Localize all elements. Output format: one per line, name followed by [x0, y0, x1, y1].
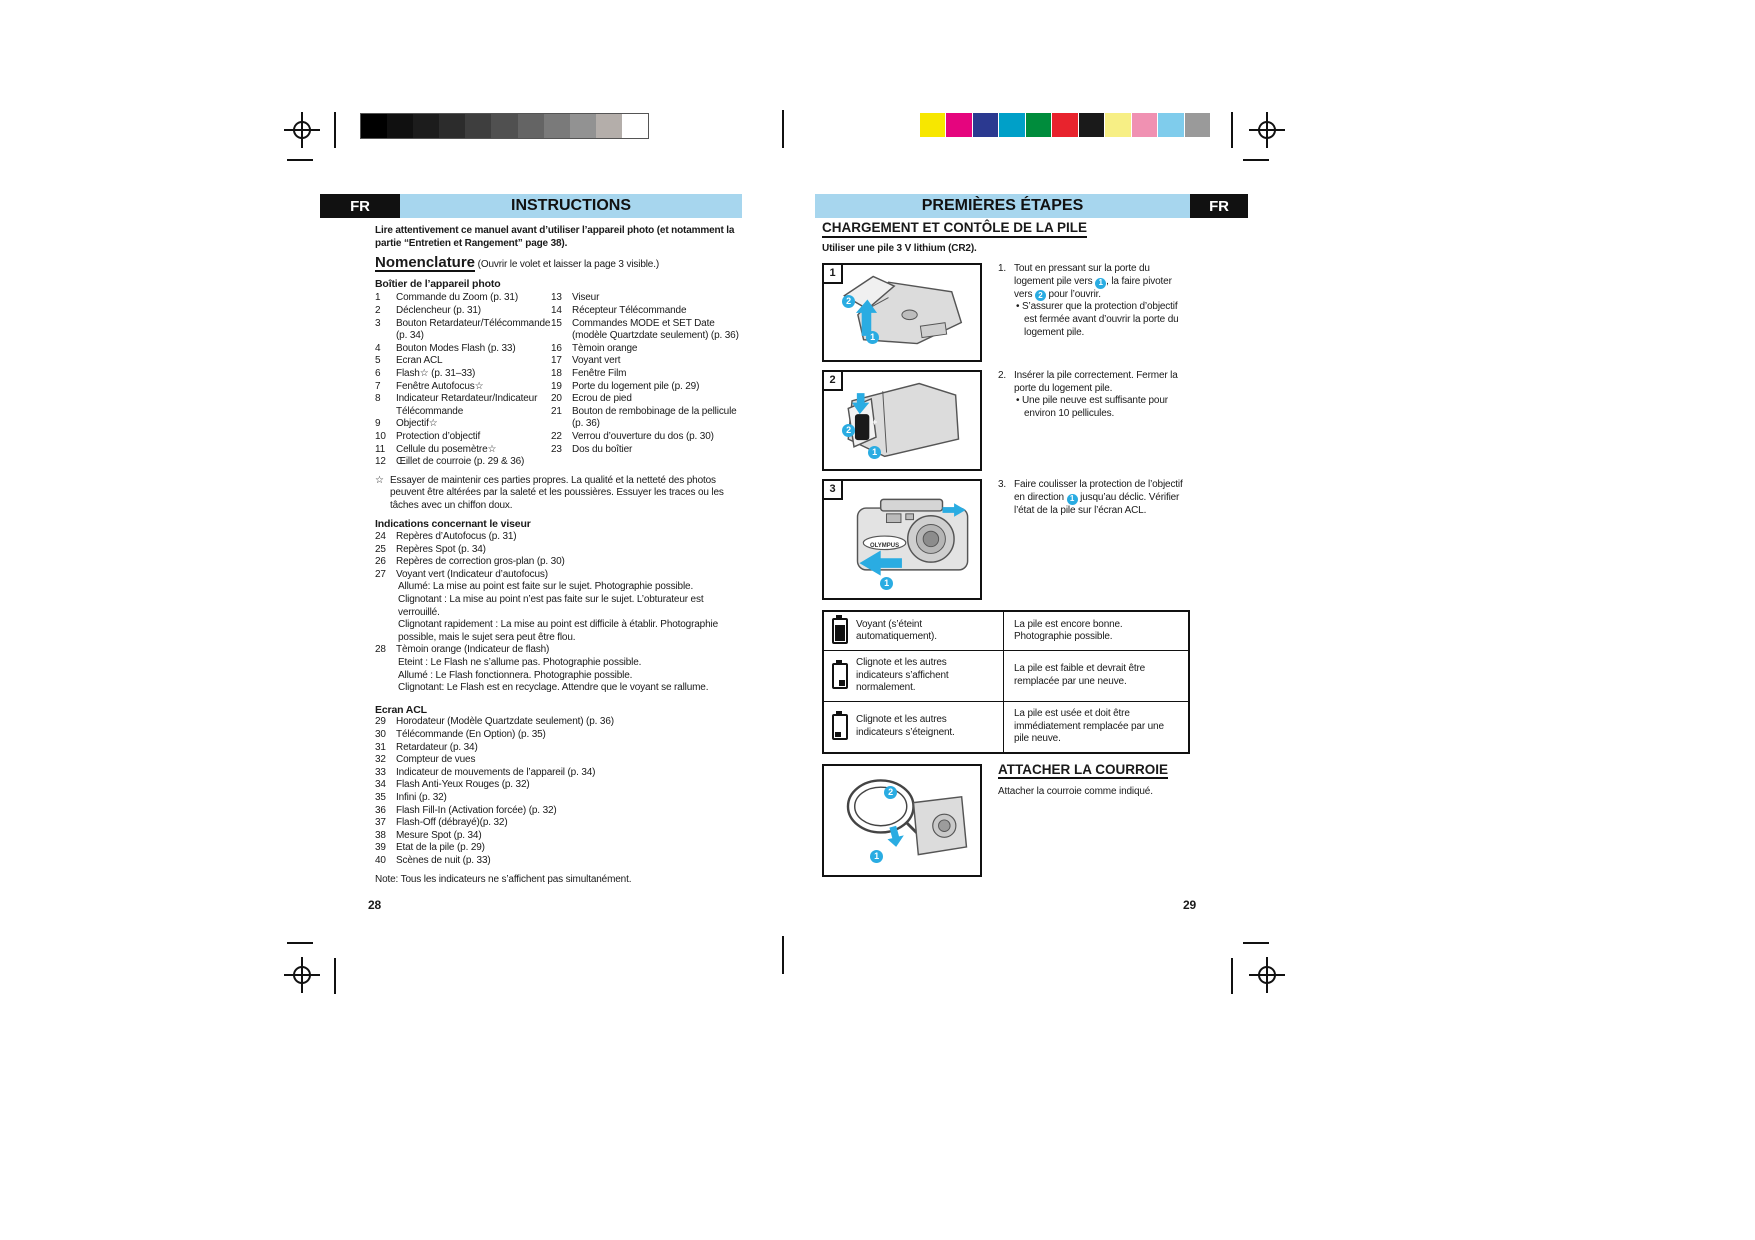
registration-mark-icon	[284, 112, 320, 148]
language-tag: FR	[1190, 194, 1248, 218]
battery-icon	[832, 663, 848, 689]
crop-mark	[1243, 159, 1269, 161]
item-number: 4	[375, 342, 381, 354]
battery-icon	[832, 618, 848, 644]
callout-badge: 2	[884, 786, 897, 799]
item-number: 26	[375, 556, 386, 568]
item-text: Compteur de vues	[396, 754, 476, 766]
crop-mark	[287, 942, 313, 944]
item-number: 16	[551, 342, 562, 354]
item-number: 17	[551, 355, 562, 367]
item-number: 40	[375, 854, 386, 866]
list-item	[375, 431, 551, 444]
page-title: PREMIÈRES ÉTAPES	[815, 194, 1190, 218]
grayscale-swatch	[518, 114, 544, 138]
camera-illustration-1	[822, 263, 982, 362]
item-text: Horodateur (Modèle Quartzdate seulement) (p. 36)	[396, 716, 614, 728]
list-item	[375, 556, 742, 569]
camera-brand-label: OLYMPUS	[870, 543, 900, 550]
grayscale-swatch	[439, 114, 465, 138]
battery-indicator-cell	[824, 702, 1004, 752]
item-text: Flash-Off (débrayé)(p. 32)	[396, 817, 508, 829]
item-number: 28	[375, 644, 386, 656]
viewfinder-list	[375, 531, 742, 695]
list-item	[551, 431, 742, 444]
list-item	[375, 444, 551, 457]
item-text: Viseur	[572, 292, 600, 304]
item-text: Repères Spot (p. 34)	[396, 543, 486, 555]
star-icon: ☆	[375, 474, 384, 486]
item-number: 35	[375, 791, 386, 803]
list-item	[551, 381, 742, 394]
color-swatch	[920, 113, 945, 137]
list-item	[375, 318, 551, 343]
callout-badge: 2	[842, 295, 855, 308]
step-text: Faire coulisser la protection de l’objectif en direction 1 jusqu’au déclic. Vérifier l’état de la pile sur l’écran ACL.	[1014, 479, 1183, 516]
list-item	[551, 444, 742, 457]
meaning-text: La pile est usée et doit être immédiatement remplacée par une pile neuve.	[1014, 707, 1164, 745]
list-item	[551, 305, 742, 318]
item-number: 9	[375, 418, 381, 430]
item-number: 12	[375, 456, 386, 468]
nomenclature-column-left	[375, 292, 551, 468]
sub-line: • S’assurer que la protection d’objectif est fermée avant d’ouvrir la porte du logement pile.	[1016, 301, 1179, 338]
table-row	[824, 650, 1188, 701]
list-item	[375, 754, 742, 767]
item-text: Indicateur Retardateur/Indicateur Télécommande	[396, 393, 538, 417]
item-number: 3	[375, 317, 381, 329]
list-item	[551, 355, 742, 368]
grayscale-swatch	[544, 114, 570, 138]
grayscale-swatch	[413, 114, 439, 138]
table-row	[824, 701, 1188, 752]
item-text: Flash Fill-In (Activation forcée) (p. 32)	[396, 804, 557, 816]
item-number: 38	[375, 829, 386, 841]
color-swatch	[973, 113, 998, 137]
item-number: 36	[375, 804, 386, 816]
grayscale-swatch	[596, 114, 622, 138]
item-text: Indicateur de mouvements de l’appareil (p. 34)	[396, 766, 596, 778]
strap-drawing	[824, 766, 976, 871]
list-item	[375, 355, 551, 368]
item-text: Tèmoin orange (Indicateur de flash) Eteint : Le Flash ne s’allume pas. Photographie possible. Allumé : Le Flash fonctionnera. Photographie possible. Clignotant: Le Flash est en recyclage. Attendre que le voyant se rallume.	[396, 644, 742, 694]
item-number: 1	[375, 292, 381, 304]
star-note-text: Essayer de maintenir ces parties propres. La qualité et la netteté des photos peuvent être altérées par la saleté et les poussières. Essuyer les traces ou les tâches avec un chiffon doux.	[390, 474, 724, 511]
battery-section-title: CHARGEMENT ET CONTÔLE DE LA PILE	[822, 222, 1087, 238]
item-text: Cellule du posemètre☆	[396, 443, 497, 455]
item-number: 39	[375, 842, 386, 854]
item-number: 20	[551, 393, 562, 405]
nomenclature-title: Nomenclature	[375, 254, 476, 272]
item-text: Porte du logement pile (p. 29)	[572, 380, 700, 392]
list-item	[551, 368, 742, 381]
item-text: Récepteur Télécommande	[572, 304, 687, 316]
item-number: 19	[551, 380, 562, 392]
list-item	[375, 368, 551, 381]
grayscale-swatch	[465, 114, 491, 138]
list-item	[375, 767, 742, 780]
item-text: Bouton Modes Flash (p. 33)	[396, 342, 516, 354]
crop-mark	[1231, 958, 1233, 994]
item-text: Protection d’objectif	[396, 430, 481, 442]
item-text: Repères de correction gros-plan (p. 30)	[396, 556, 565, 568]
item-text: Ecrou de pied	[572, 393, 632, 405]
color-swatch	[1105, 113, 1130, 137]
figure-number: 3	[822, 479, 843, 500]
color-swatch	[1026, 113, 1051, 137]
item-text: Repères d’Autofocus (p. 31)	[396, 531, 517, 543]
registration-mark-icon	[1249, 957, 1285, 993]
item-number: 6	[375, 367, 381, 379]
color-swatch	[1132, 113, 1157, 137]
strap-row	[822, 761, 1190, 877]
item-number: 2	[375, 304, 381, 316]
list-item	[375, 544, 742, 557]
figure-number: 2	[822, 370, 843, 391]
sub-line: Clignotant : La mise au point n’est pas faite sur le sujet. L’obturateur est verrouillé.	[398, 594, 704, 618]
list-item	[551, 292, 742, 305]
page-number-right: 29	[1183, 898, 1197, 912]
crop-mark	[782, 936, 784, 974]
grayscale-swatch	[361, 114, 387, 138]
item-number: 22	[551, 430, 562, 442]
color-swatch	[1052, 113, 1077, 137]
grayscale-swatch	[387, 114, 413, 138]
left-page-header	[320, 194, 742, 218]
circled-number: 1	[1095, 278, 1106, 289]
list-item	[375, 644, 742, 694]
registration-mark-icon	[284, 957, 320, 993]
item-number: 7	[375, 380, 381, 392]
list-item	[551, 318, 742, 343]
item-number: 31	[375, 741, 386, 753]
list-item	[375, 343, 551, 356]
item-text: Retardateur (p. 34)	[396, 741, 478, 753]
item-text: Flash☆ (p. 31–33)	[396, 367, 476, 379]
item-number: 10	[375, 430, 386, 442]
item-text: Fenêtre Film	[572, 367, 627, 379]
item-number: 33	[375, 766, 386, 778]
battery-insert-drawing	[824, 372, 976, 465]
viewfinder-section-heading: Indications concernant le viseur	[375, 518, 531, 531]
sub-line: Allumé: La mise au point est faite sur le sujet. Photographie possible.	[398, 581, 694, 593]
list-item	[375, 830, 742, 843]
item-text: Œillet de courroie (p. 29 & 36)	[396, 456, 525, 468]
item-text: Verrou d’ouverture du dos (p. 30)	[572, 430, 714, 442]
figure-number: 1	[822, 263, 843, 284]
list-item	[375, 456, 551, 469]
item-text: Commandes MODE et SET Date (modèle Quartzdate seulement) (p. 36)	[572, 317, 739, 342]
page-title: INSTRUCTIONS	[400, 194, 742, 218]
list-item	[375, 742, 742, 755]
step-1	[998, 263, 1190, 362]
body-section-heading: Boîtier de l’appareil photo	[375, 277, 501, 290]
list-item	[375, 393, 551, 418]
list-item	[375, 531, 742, 544]
camera-battery-door-drawing	[824, 265, 976, 356]
item-number: 27	[375, 568, 386, 580]
lens-cover-drawing	[824, 481, 976, 594]
item-number: 23	[551, 443, 562, 455]
camera-illustration-3	[822, 479, 982, 600]
item-number: 15	[551, 317, 562, 329]
list-item	[551, 406, 742, 431]
grayscale-swatch	[622, 114, 648, 138]
sub-line: • Une pile neuve est suffisante pour environ 10 pellicules.	[1016, 395, 1168, 419]
battery-icon	[832, 714, 848, 740]
callout-badge: 1	[870, 850, 883, 863]
battery-meaning-cell	[1004, 702, 1188, 752]
battery-meaning-cell	[1004, 651, 1188, 701]
list-item	[375, 842, 742, 855]
left-page-body	[375, 225, 742, 886]
callout-badge: 2	[842, 424, 855, 437]
crop-mark	[1243, 942, 1269, 944]
list-item	[375, 292, 551, 305]
step-number: 1.	[998, 263, 1007, 275]
battery-status-table	[822, 610, 1190, 754]
item-number: 37	[375, 817, 386, 829]
item-number: 13	[551, 292, 562, 304]
list-item	[375, 817, 742, 830]
color-swatch	[999, 113, 1024, 137]
crop-mark	[334, 112, 336, 148]
list-item	[551, 393, 742, 406]
item-text: Flash Anti-Yeux Rouges (p. 32)	[396, 779, 530, 791]
list-item	[551, 343, 742, 356]
registration-mark-icon	[1249, 112, 1285, 148]
grayscale-calibration-bar	[360, 113, 649, 139]
indicator-text: Clignote et les autres indicateurs s’affichent normalement.	[856, 657, 949, 694]
item-number: 30	[375, 728, 386, 740]
callout-badge: 1	[880, 577, 893, 590]
item-text: Commande du Zoom (p. 31)	[396, 292, 519, 304]
crop-mark	[782, 110, 784, 148]
sub-line: Clignotant: Le Flash est en recyclage. Attendre que le voyant se rallume.	[398, 682, 709, 694]
item-number: 18	[551, 367, 562, 379]
star-note	[375, 475, 742, 513]
table-row	[824, 612, 1188, 650]
indicator-text: Clignote et les autres indicateurs s’éteignent.	[856, 714, 955, 738]
sub-line: Eteint : Le Flash ne s’allume pas. Photographie possible.	[398, 657, 642, 668]
strap-illustration	[822, 764, 982, 877]
lcd-list	[375, 716, 742, 867]
language-tag: FR	[320, 194, 400, 218]
intro-text: Lire attentivement ce manuel avant d’utiliser l’appareil photo (et notamment la partie “Entretien et Rangement” page 38).	[375, 225, 735, 249]
step-row-1	[822, 263, 1190, 362]
step-text: Tout en pressant sur la porte du logement pile vers 1 , la faire pivoter vers 2 pour l’ouvrir. • S’assurer que la protection d’objectif est fermée avant d’ouvrir la porte du logement pile.	[1014, 263, 1190, 362]
item-text: Fenêtre Autofocus☆	[396, 380, 484, 392]
item-text: Mesure Spot (p. 34)	[396, 829, 482, 841]
item-text: Télécommande (En Option) (p. 35)	[396, 728, 546, 740]
battery-meaning-cell	[1004, 612, 1188, 650]
battery-plus-label: +	[872, 417, 878, 428]
item-text: Déclencheur (p. 31)	[396, 304, 481, 316]
circled-number: 1	[1067, 494, 1078, 505]
item-text: Infini (p. 32)	[396, 791, 447, 803]
footnote: Note: Tous les indicateurs ne s’affichent pas simultanément.	[375, 873, 632, 885]
step-2	[998, 370, 1190, 471]
list-item	[375, 418, 551, 431]
item-number: 11	[375, 443, 386, 455]
item-number: 29	[375, 716, 386, 728]
list-item	[375, 779, 742, 792]
meaning-text: La pile est encore bonne. Photographie possible.	[1014, 618, 1123, 643]
item-number: 25	[375, 543, 386, 555]
item-text: Etat de la pile (p. 29)	[396, 842, 485, 854]
battery-indicator-cell	[824, 612, 1004, 650]
color-calibration-bar	[920, 113, 1210, 137]
item-text: Dos du boîtier	[572, 443, 633, 455]
step-number: 3.	[998, 479, 1007, 491]
item-text: Voyant vert (Indicateur d’autofocus) Allumé: La mise au point est faite sur le sujet. Photographie possible. Clignotant : La mise au point n’est pas faite sur le sujet. L’obturateur est verrouillé. Clignotant rapidement : La mise au point est difficile à établir. Photographie possible, mais le sujet sera peut être flou.	[396, 569, 742, 645]
right-page-header	[815, 194, 1248, 218]
callout-badge: 1	[866, 331, 879, 344]
item-text: Bouton de rembobinage de la pellicule (p. 36)	[572, 405, 737, 430]
item-text: Ecran ACL	[396, 355, 443, 367]
item-text: Scènes de nuit (p. 33)	[396, 854, 491, 866]
list-item	[375, 716, 742, 729]
nomenclature-heading	[375, 254, 742, 272]
callout-badge: 1	[868, 446, 881, 459]
grayscale-swatch	[570, 114, 596, 138]
item-number: 24	[375, 531, 386, 543]
item-text: Objectif☆	[396, 418, 438, 430]
list-item	[375, 569, 742, 645]
crop-mark	[1231, 112, 1233, 148]
list-item	[375, 729, 742, 742]
color-swatch	[946, 113, 971, 137]
circled-number: 2	[1035, 290, 1046, 301]
step-number: 2.	[998, 370, 1007, 382]
nomenclature-column-right	[551, 292, 742, 468]
sub-line: Allumé : Le Flash fonctionnera. Photographie possible.	[398, 669, 633, 681]
item-number: 8	[375, 393, 381, 405]
meaning-text: La pile est faible et devrait être remplacée par une neuve.	[1014, 663, 1146, 688]
item-text: Tèmoin orange	[572, 342, 638, 354]
step-row-2	[822, 370, 1190, 471]
list-item	[375, 381, 551, 394]
item-number: 32	[375, 754, 386, 766]
list-item	[375, 805, 742, 818]
strap-section	[998, 761, 1190, 877]
list-item	[375, 792, 742, 805]
strap-instruction: Attacher la courroie comme indiqué.	[998, 786, 1153, 798]
item-text: Voyant vert	[572, 355, 621, 367]
list-item	[375, 305, 551, 318]
step-3	[998, 479, 1190, 600]
page-number-left: 28	[368, 898, 382, 912]
lcd-section-heading: Ecran ACL	[375, 703, 427, 716]
item-text: Bouton Retardateur/Télécommande (p. 34)	[396, 317, 551, 342]
right-page-body	[822, 222, 1190, 877]
crop-mark	[287, 159, 313, 161]
item-number: 14	[551, 304, 562, 316]
grayscale-swatch	[491, 114, 517, 138]
battery-indicator-cell	[824, 651, 1004, 701]
color-swatch	[1079, 113, 1104, 137]
strap-section-title: ATTACHER LA COURROIE	[998, 764, 1168, 780]
item-number: 21	[551, 405, 562, 417]
item-number: 5	[375, 355, 381, 367]
step-text: Insérer la pile correctement. Fermer la porte du logement pile. • Une pile neuve est suffisante pour environ 10 pellicules.	[1014, 370, 1190, 471]
nomenclature-columns	[375, 292, 742, 468]
color-swatch	[1158, 113, 1183, 137]
crop-mark	[334, 958, 336, 994]
battery-type-note: Utiliser une pile 3 V lithium (CR2).	[822, 242, 977, 254]
sub-line: Clignotant rapidement : La mise au point est difficile à établir. Photographie possible, mais le sujet sera peut être flou.	[398, 619, 718, 643]
item-number: 34	[375, 779, 386, 791]
camera-illustration-2	[822, 370, 982, 471]
list-item	[375, 855, 742, 868]
nomenclature-note: (Ouvrir le volet et laisser la page 3 visible.)	[475, 259, 660, 271]
color-swatch	[1185, 113, 1210, 137]
step-row-3	[822, 479, 1190, 600]
indicator-text: Voyant (s’éteint automatiquement).	[856, 618, 937, 643]
